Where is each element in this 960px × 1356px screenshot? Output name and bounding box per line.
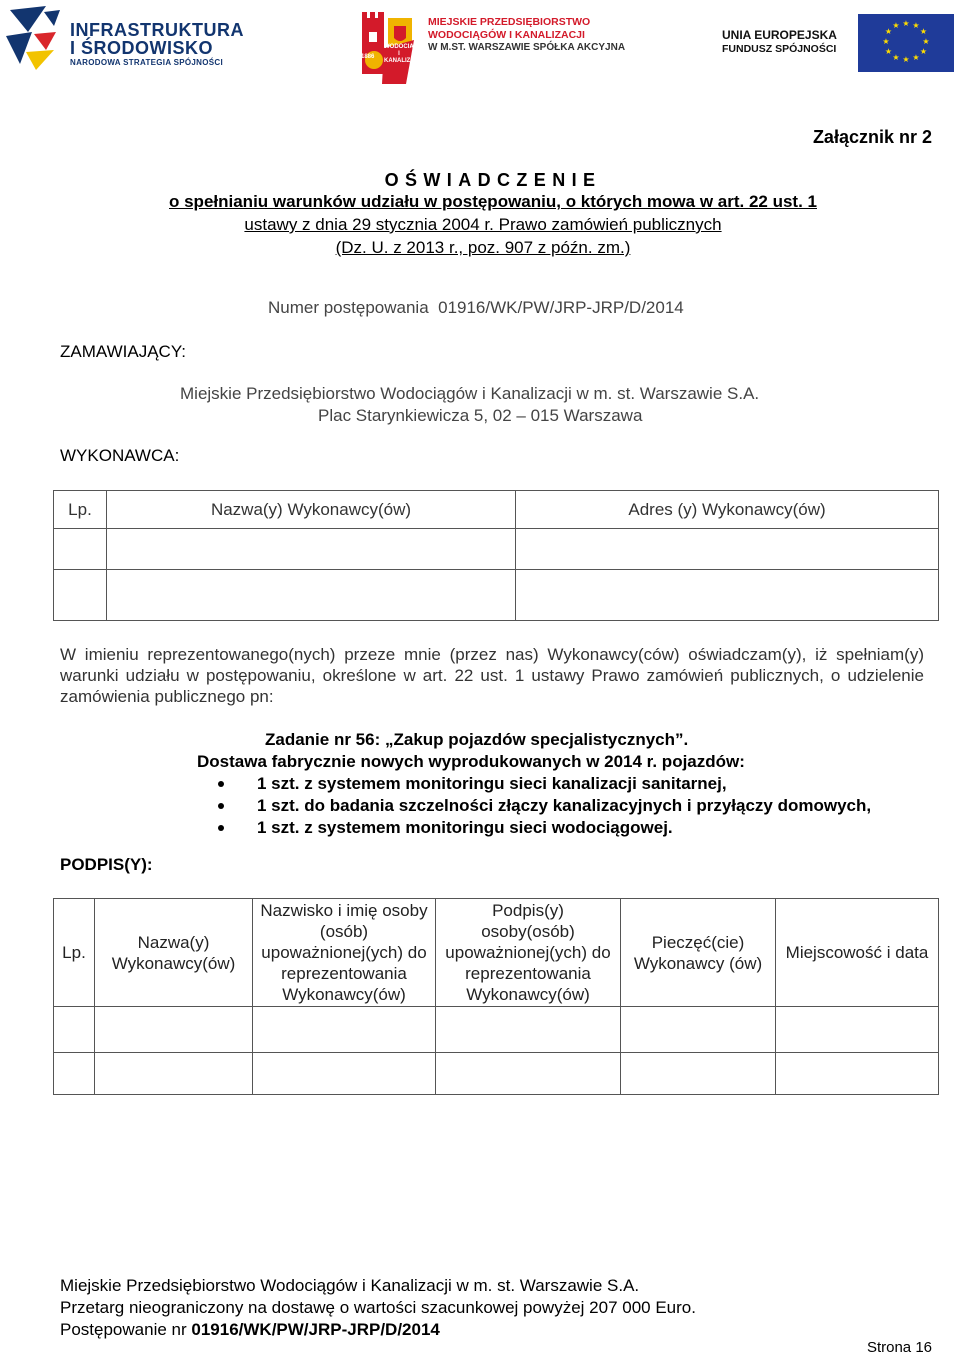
attachment-label: Załącznik nr 2 [812,127,932,147]
contracting-authority-address: Plac Starynkiewicza 5, 02 – 015 Warszawa [318,406,643,425]
table-row [54,1053,939,1095]
svg-text:★: ★ [892,53,900,62]
table-header-row [54,491,939,529]
header-authorized-signature: Podpis(y) osoby(osób) upoważnionej(ych) do reprezentowania Wykonawcy(ów) [436,899,621,1007]
procedure-number-label: Numer postępowania [268,298,429,317]
header-contractor-name: Nazwa(y) Wykonawcy(ów) [107,491,516,529]
infrastruktura-line1: INFRASTRUKTURA [70,20,244,40]
infrastruktura-emblem-icon [6,6,62,70]
declaration-line1: o spełnianiu warunków udziału w postępowaniu, o których mowa w art. 22 ust. 1 [169,192,817,211]
svg-text:★: ★ [884,27,893,36]
list-item: 1 szt. z systemem monitoringu sieci kanalizacji sanitarnej, [257,773,871,795]
cell-authorized-person[interactable] [253,1053,436,1095]
table-row [54,529,939,570]
cell-lp[interactable] [54,1053,95,1095]
cell-place-date[interactable] [776,1053,939,1095]
header-authorized-person: Nazwisko i imię osoby (osób) upoważnionej(ych) do reprezentowania Wykonawcy(ów) [253,899,436,1007]
declaration-title: OŚWIADCZENIE [384,170,602,190]
task-subtitle: Dostawa fabrycznie nowych wyprodukowanych w 2014 r. pojazdów: [197,752,745,771]
cell-signature[interactable] [436,1053,621,1095]
mpwik-line1: MIEJSKIE PRZEDSIĘBIORSTWO [428,16,591,28]
svg-text:★: ★ [919,27,928,36]
eu-line1: UNIA EUROPEJSKA [722,28,837,42]
table-row [54,1007,939,1053]
cell-contractor-name[interactable] [107,570,516,621]
cell-lp[interactable] [54,570,107,621]
cell-stamp[interactable] [621,1007,776,1053]
mpwik-line2: WODOCIĄGÓW I KANALIZACJI [428,29,585,41]
list-item: 1 szt. do badania szczelności złączy kanalizacyjnych i przyłączy domowych, [257,796,872,815]
declaration-line2: ustawy z dnia 29 stycznia 2004 r. Prawo zamówień publicznych [244,215,722,234]
svg-text:★: ★ [882,37,890,46]
svg-text:★: ★ [902,55,910,64]
footer-procedure-label: Postępowanie nr [60,1320,187,1339]
footer-procedure-number: 01916/WK/PW/JRP-JRP/D/2014 [191,1320,440,1339]
infrastruktura-line2: I ŚRODOWISKO [70,38,214,58]
header-contractor-name: Nazwa(y) Wykonawcy(ów) [95,899,253,1007]
cell-signature[interactable] [436,1007,621,1053]
cell-contractor-address[interactable] [516,529,939,570]
footer-tender-info: Przetarg nieograniczony na dostawę o wartości szacunkowej powyżej 207 000 Euro. [60,1298,696,1317]
svg-text:★: ★ [892,21,900,30]
cell-contractor-address[interactable] [516,570,939,621]
eu-line2: FUNDUSZ SPÓJNOŚCI [722,43,837,55]
mpwik-emblem-year: 1886 [361,54,375,60]
header-place-date: Miejscowość i data [776,899,939,1007]
mpwik-emblem-text: WODOCIĄGI I KANALIZACJA [384,44,427,64]
statement-paragraph: W imieniu reprezentowanego(nych) przeze mnie (przez nas) Wykonawcy(ców) oświadczam(y), iż spełniam(y) warunki udziału w postępowaniu, określone w art. 22 ust. 1 ustawy Prawo zamówień publicznych, o udzielenie zamówienia publicznego pn: [60,645,924,706]
signature-label: PODPIS(Y): [60,855,153,874]
cell-lp[interactable] [54,529,107,570]
contracting-authority-label: ZAMAWIAJĄCY: [60,342,186,361]
infrastruktura-line3: NARODOWA STRATEGIA SPÓJNOŚCI [70,58,224,67]
svg-text:★: ★ [884,47,893,56]
contractor-table [53,490,939,621]
table-header-row [54,899,939,1007]
contracting-authority-name: Miejskie Przedsiębiorstwo Wodociągów i Kanalizacji w m. st. Warszawie S.A. [180,384,760,403]
cell-authorized-person[interactable] [253,1007,436,1053]
task-item-list [257,773,871,839]
eu-flag-icon [858,14,954,72]
signature-table [53,898,939,1095]
cell-contractor-name[interactable] [95,1053,253,1095]
cell-place-date[interactable] [776,1007,939,1053]
svg-text:★: ★ [912,53,920,62]
header-lp: Lp. [54,899,95,1007]
mpwik-line3: W M.ST. WARSZAWIE SPÓŁKA AKCYJNA [428,42,626,53]
header-lp: Lp. [54,491,107,529]
contractor-label: WYKONAWCA: [60,446,180,465]
page-number: Strona 16 [866,1339,932,1356]
procedure-number [268,298,684,318]
svg-text:★: ★ [902,19,910,28]
cell-contractor-name[interactable] [107,529,516,570]
svg-text:★: ★ [912,21,920,30]
cell-lp[interactable] [54,1007,95,1053]
cell-contractor-name[interactable] [95,1007,253,1053]
procedure-number-value: 01916/WK/PW/JRP-JRP/D/2014 [438,298,684,317]
footer-company: Miejskie Przedsiębiorstwo Wodociągów i Kanalizacji w m. st. Warszawie S.A. [60,1276,640,1295]
footer-procedure [60,1320,440,1340]
task-title: Zadanie nr 56: „Zakup pojazdów specjalistycznych”. [265,730,689,749]
svg-text:★: ★ [919,47,928,56]
table-row [54,570,939,621]
header-stamp: Pieczęć(cie) Wykonawcy (ów) [621,899,776,1007]
svg-text:★: ★ [922,37,930,46]
cell-stamp[interactable] [621,1053,776,1095]
list-item: 1 szt. z systemem monitoringu sieci wodociągowej. [257,817,871,839]
declaration-line3: (Dz. U. z 2013 r., poz. 907 z późn. zm.) [335,238,631,257]
header-contractor-address: Adres (y) Wykonawcy(ów) [516,491,939,529]
